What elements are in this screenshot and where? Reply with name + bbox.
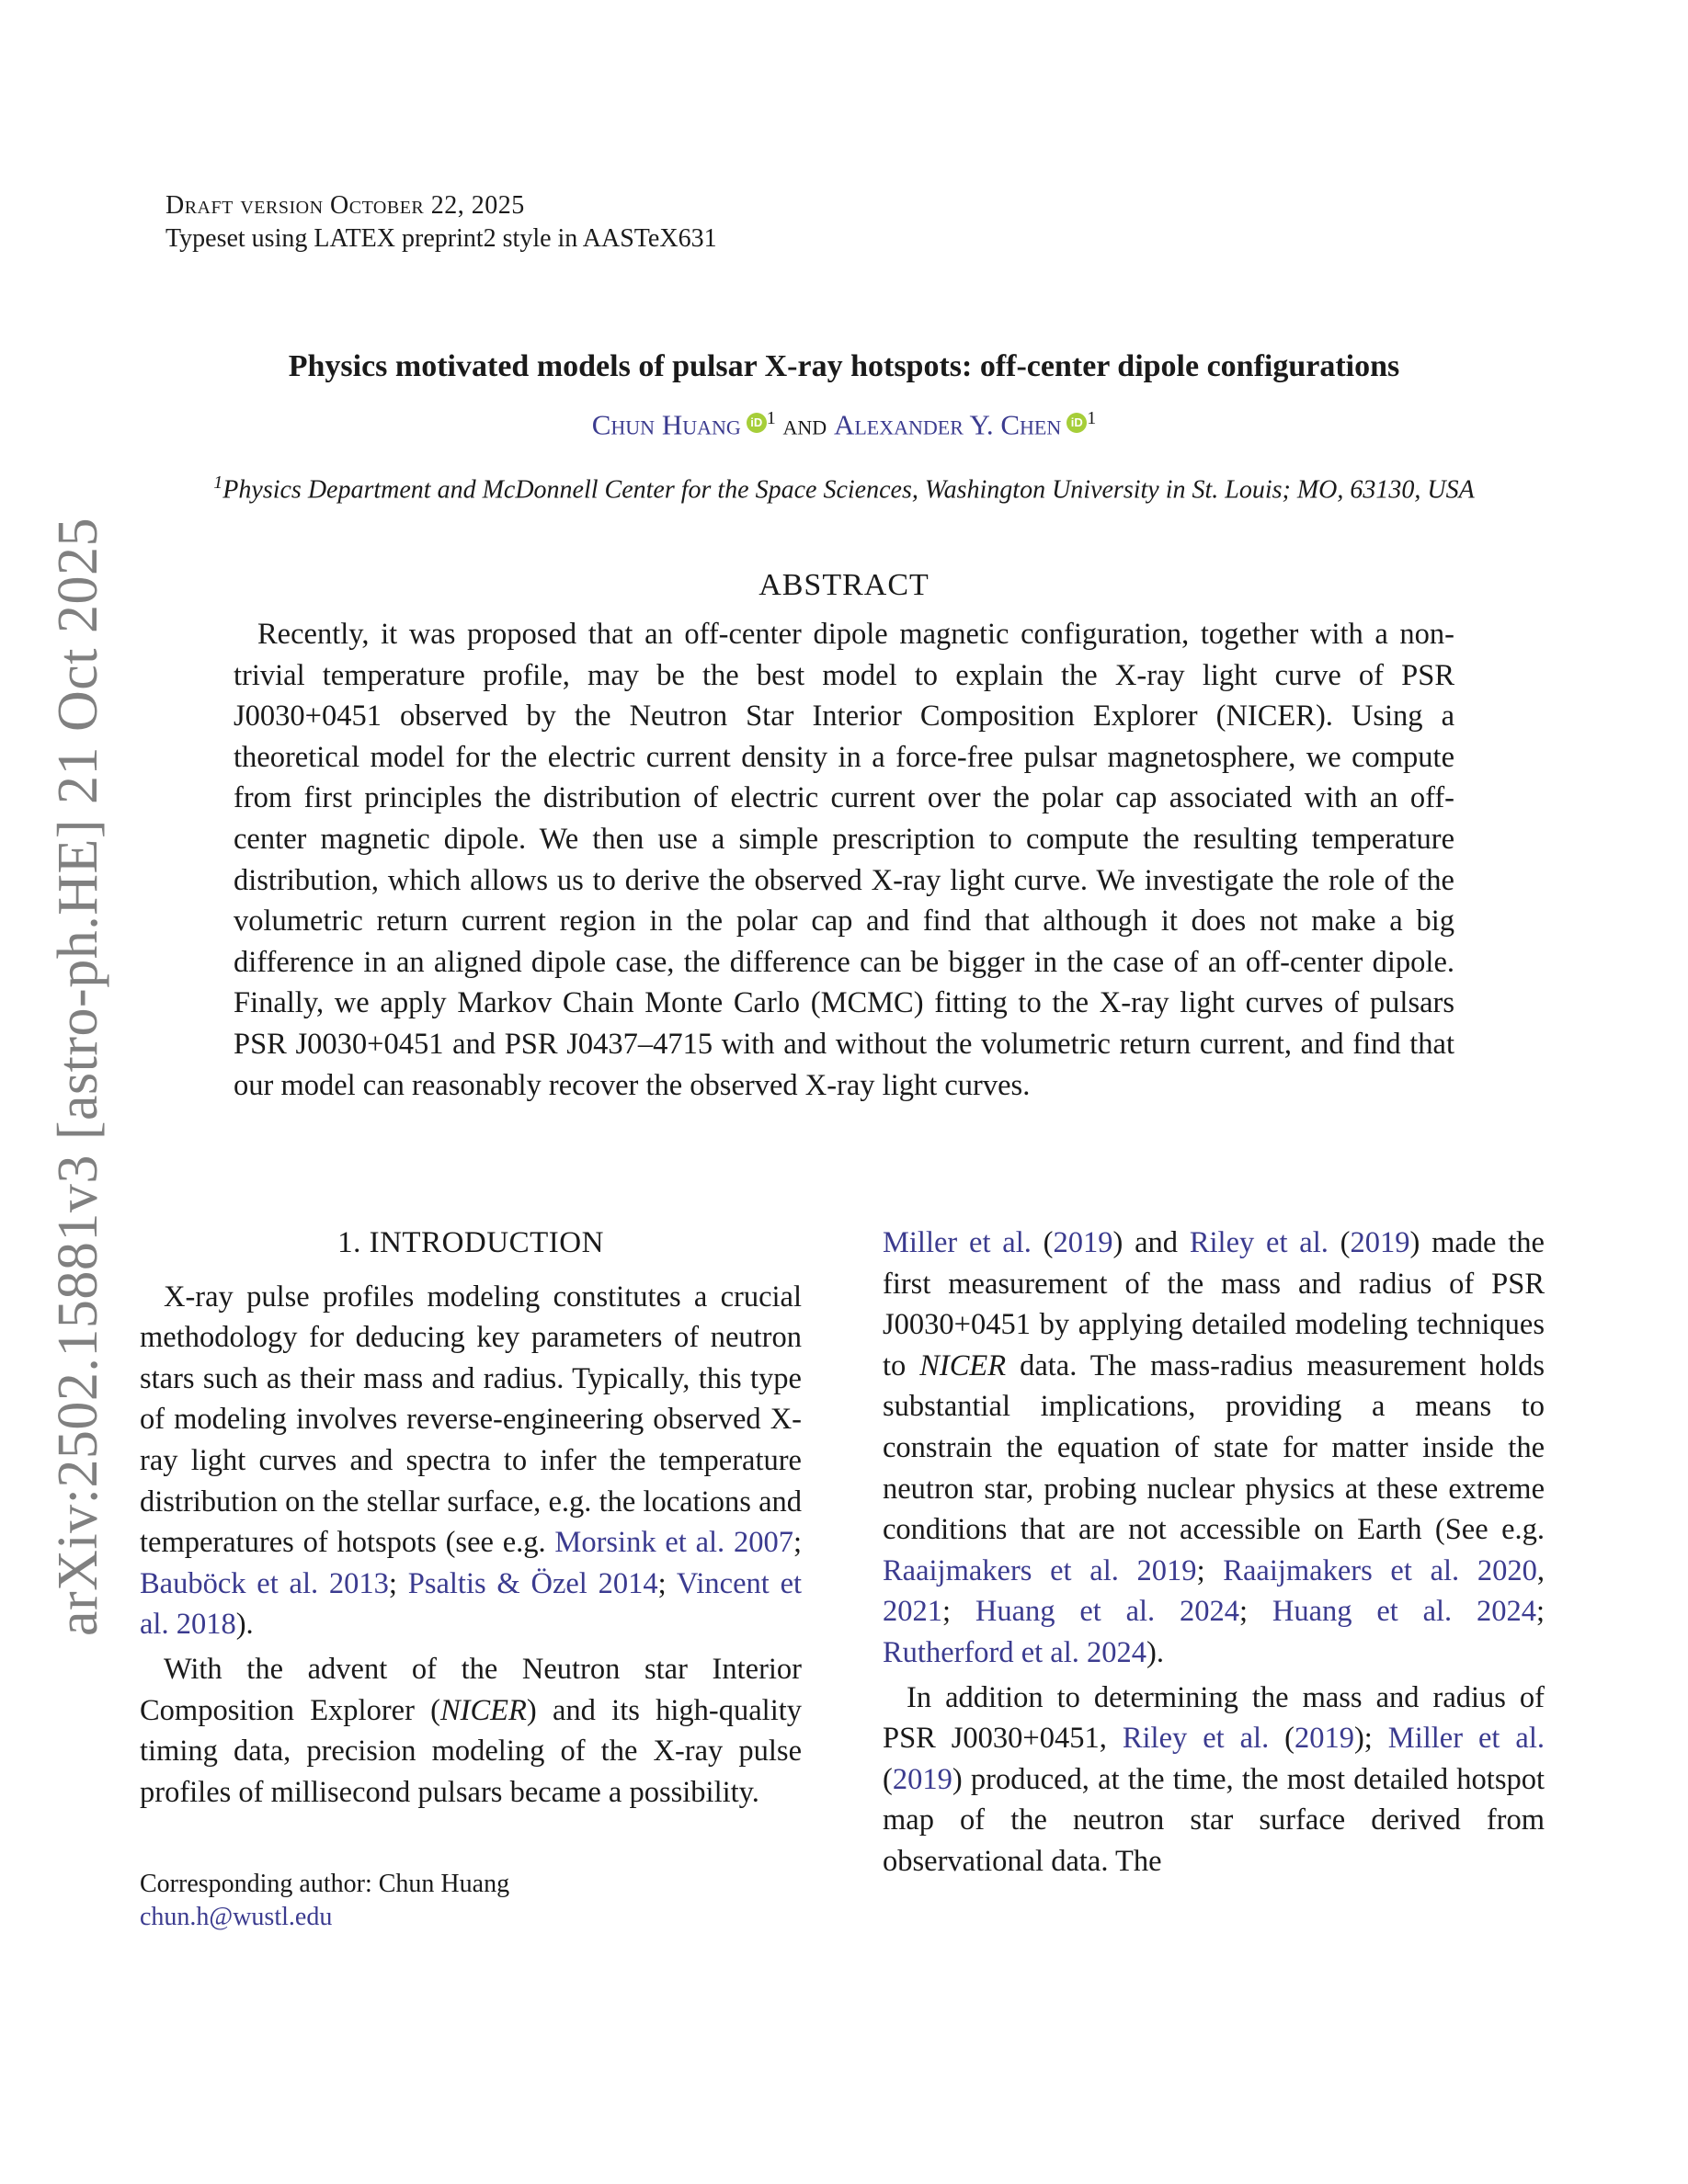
intro-paragraph-3: In addition to determining the mass and radius of PSR J0030+0451, Riley et al. (2019); Miller et al. (2019) produced, at the time, the most detailed hotspot map of the neutron star surface derived from observational data. The (883, 1680, 1545, 1878)
citation-year-link[interactable]: 2019 (892, 1762, 952, 1796)
affiliation-marker: 1 (213, 472, 223, 493)
abstract-heading: ABSTRACT (758, 568, 930, 602)
paragraph-text: ) and its high-quality timing data, precision modeling of the X-ray pulse profiles of millisecond pulsars became a possibility. (140, 1693, 802, 1809)
citation-link[interactable]: Rutherford et al. 2024 (883, 1635, 1147, 1669)
citation-link[interactable]: Miller et al. (1387, 1722, 1545, 1756)
author-link[interactable]: Alexander Y. Chen (833, 408, 1062, 441)
affiliation-text: Physics Department and McDonnell Center for the Space Sciences, Washington University in St. Louis; MO, 63130, USA (222, 475, 1475, 505)
citation-link[interactable]: Morsink et al. 2007 (554, 1526, 793, 1560)
author-link[interactable]: Chun Huang (591, 408, 741, 441)
arxiv-identifier[interactable]: arXiv:2502.15881v3 [astro-ph.HE] 21 Oct 2025 (47, 517, 109, 1636)
paragraph-text: produced, at the time, the most detailed hotspot map of the neutron star surface derived from observational data. The (883, 1762, 1545, 1878)
paragraph-text: In addition to determining the mass and radius of PSR J0030+0451, (883, 1680, 1545, 1756)
abstract-body (234, 614, 1454, 1106)
citation-link[interactable]: Bauböck et al. 2013 (140, 1566, 389, 1600)
citation-link[interactable]: Raaijmakers et al. 2020 (1223, 1553, 1537, 1587)
intro-paragraph-1: X-ray pulse profiles modeling constitutes a crucial methodology for deducing key parameters of neutron stars such as their mass and radius. Typically, this type of modeling involves reverse-engineering observed X-ray light curves and spectra to infer the temperature distribution on the stellar surface, e.g. the locations and temperatures of hotspots (see e.g. Morsink et al. 2007; Bauböck et al. 2013; Psaltis & Özel 2014; Vincent et al. 2018). (140, 1280, 803, 1642)
typeset-line: Typeset using LATEX preprint2 style in AASTeX631 (165, 224, 717, 253)
citation-year-link[interactable]: 2019 (1053, 1226, 1113, 1259)
mission-name: NICER (919, 1348, 1007, 1382)
orcid-icon[interactable]: iD (1066, 413, 1087, 433)
right-column (883, 1223, 1545, 1886)
author-list (0, 408, 1688, 441)
citation-year-link[interactable]: 2019 (1294, 1722, 1354, 1756)
draft-version: Draft version October 22, 2025 (165, 191, 525, 220)
citation-link[interactable]: Huang et al. 2024 (1272, 1595, 1536, 1629)
email-link[interactable]: chun.h@wustl.edu (140, 1903, 333, 1931)
section-heading-introduction: 1. INTRODUCTION (337, 1226, 604, 1259)
paragraph-text: data. The mass-radius measurement holds substantial implications, providing a means to constrain the equation of state for matter inside the neutron star, probing nuclear physics at these extreme conditions that are not accessible on Earth (See e.g. (883, 1348, 1545, 1547)
paragraph-text: and (1123, 1226, 1190, 1259)
intro-paragraph-2-start (140, 1649, 802, 1813)
citation-link[interactable]: Huang et al. 2024 (975, 1595, 1239, 1629)
corresponding-author-footnote (140, 1868, 509, 1934)
intro-paragraph-2-cont: Miller et al. (2019) and Riley et al. (2019) made the first measurement of the mass and radius of PSR J0030+0451 by applying detailed modeling techniques to NICER data. The mass-radius measurement holds substantial implications, providing a means to constrain the equation of state for matter inside the neutron star, probing nuclear physics at these extreme conditions that are not accessible on Earth (See e.g. Raaijmakers et al. 2019; Raaijmakers et al. 2020, 2021; Huang et al. 2024; Huang et al. 2024; Rutherford et al. 2024). (883, 1226, 1545, 1669)
corresponding-author-label: Corresponding author: Chun Huang (140, 1870, 510, 1898)
affiliation-marker: 1 (766, 408, 776, 428)
draft-header (165, 189, 717, 256)
citation-link[interactable]: Riley et al. (1189, 1226, 1329, 1259)
citation-link[interactable]: Riley et al. (1122, 1722, 1270, 1756)
citation-link[interactable]: 2021 (883, 1595, 942, 1629)
paragraph-text: With the advent of the Neutron star Interior Composition Explorer ( (140, 1652, 802, 1727)
paragraph-text: X-ray pulse profiles modeling constitutes a crucial methodology for deducing key parameters of neutron stars such as their mass and radius. Typically, this type of modeling involves reverse-engineering observed X-ray light curves and spectra to infer the temperature distribution on the stellar surface, e.g. the locations and temperatures of hotspots (see e.g. (140, 1280, 802, 1560)
citation-year-link[interactable]: 2019 (1350, 1226, 1410, 1259)
citation-link[interactable]: Vincent et al. 2018 (140, 1566, 803, 1642)
left-column (140, 1223, 802, 1816)
paper-title: Physics motivated models of pulsar X-ray hotspots: off-center dipole configurations (288, 349, 1400, 383)
citation-link[interactable]: Miller et al. (883, 1226, 1032, 1259)
orcid-icon[interactable]: iD (747, 413, 767, 433)
abstract-paragraph: Recently, it was proposed that an off-center dipole magnetic configuration, together with a non-trivial temperature profile, may be the best model to explain the X-ray light curve of PSR J0030+0451 observed by the Neutron Star Interior Composition Explorer (NICER). Using a theoretical model for the electric current density in a force-free pulsar magnetosphere, we compute from first principles the distribution of electric current over the polar cap associated with an off-center magnetic dipole. We then use a simple prescription to compute the resulting temperature distribution, which allows us to derive the observed X-ray light curve. We investigate the role of the volumetric return current region in the polar cap and find that although it does not make a big difference in an aligned dipole case, the difference can be bigger in the case of an off-center dipole. Finally, we apply Markov Chain Monte Carlo (MCMC) fitting to the X-ray light curves of pulsars PSR J0030+0451 and PSR J0437–4715 with and without the volumetric return current, and find that our model can reasonably recover the observed X-ray light curves. (234, 618, 1454, 1102)
citation-link[interactable]: Raaijmakers et al. 2019 (883, 1553, 1197, 1587)
citation-link[interactable]: Psaltis & Özel 2014 (407, 1566, 658, 1600)
affiliation (129, 467, 1559, 506)
paragraph-text: made the first measurement of the mass and radius of PSR J0030+0451 by applying detailed modeling techniques to (883, 1226, 1545, 1382)
mission-name: NICER (440, 1693, 527, 1727)
author-conjunction: and (782, 408, 827, 441)
affiliation-marker: 1 (1087, 408, 1097, 428)
